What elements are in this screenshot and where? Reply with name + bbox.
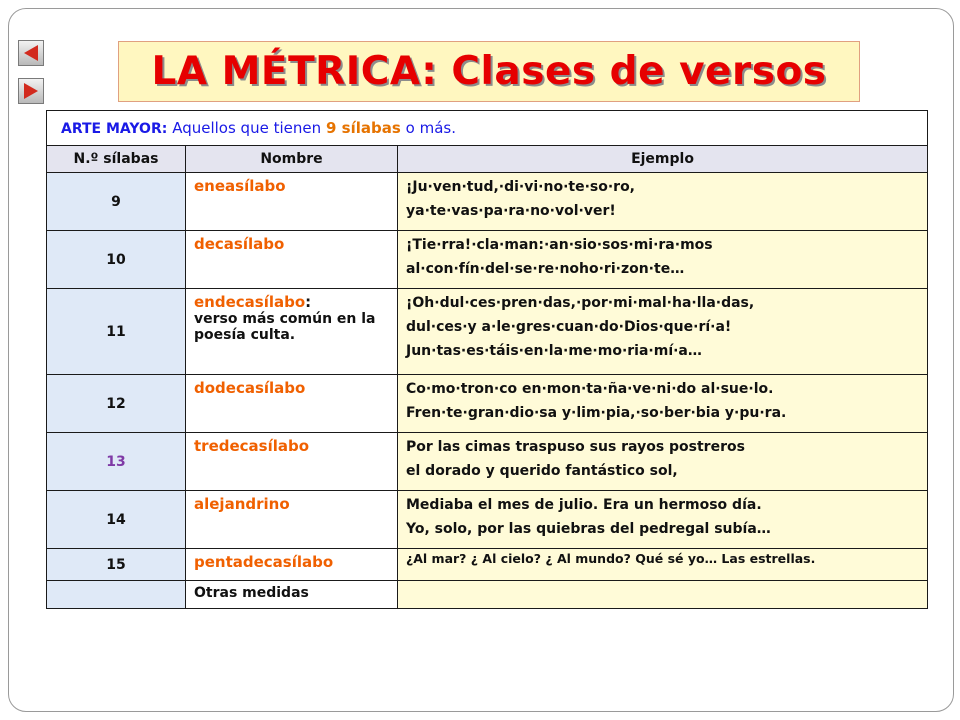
intro-number: 9 sílabas — [325, 119, 401, 137]
arrow-right-icon — [22, 82, 40, 100]
example-line: Mediaba el mes de julio. Era un hermoso día. — [406, 497, 762, 513]
verse-name: Otras medidas — [186, 581, 398, 609]
verse-name: eneasílabo — [186, 173, 398, 231]
intro-cell — [47, 111, 928, 146]
verse-name: pentadecasílabo — [186, 549, 398, 581]
example-line: Co·mo·tron·co en·mon·ta·ña·ve·ni·do al·sue·lo. — [406, 381, 774, 397]
example-line: ya·te·vas·pa·ra·no·vol·ver! — [406, 203, 616, 219]
table-row — [47, 231, 928, 289]
syllable-count: 15 — [47, 549, 186, 581]
intro-tail: o más. — [405, 119, 456, 137]
example-line: Yo, solo, por las quiebras del pedregal subía… — [406, 521, 771, 537]
example-line: Por las cimas traspuso sus rayos postreros — [406, 439, 745, 455]
intro-text: Aquellos que tienen — [172, 119, 322, 137]
example-cell — [398, 491, 928, 549]
verse-name: tredecasílabo — [186, 433, 398, 491]
prev-slide-button[interactable] — [18, 40, 44, 66]
header-example: Ejemplo — [398, 146, 928, 173]
intro-label: ARTE MAYOR: — [61, 121, 168, 137]
verse-table — [46, 110, 928, 609]
arrow-left-icon — [22, 44, 40, 62]
verse-description: verso más común en la poesía culta. — [194, 311, 376, 343]
example-line: al·con·fín·del·se·re·noho·ri·zon·te… — [406, 261, 685, 277]
verse-name: alejandrino — [186, 491, 398, 549]
verse-name: endecasílabo — [194, 293, 306, 311]
verse-name: dodecasílabo — [186, 375, 398, 433]
table-row — [47, 491, 928, 549]
example-cell — [398, 433, 928, 491]
header-row — [47, 146, 928, 173]
example-line: el dorado y querido fantástico sol, — [406, 463, 678, 479]
syllable-count: 11 — [47, 289, 186, 375]
table-row — [47, 375, 928, 433]
header-name: Nombre — [186, 146, 398, 173]
header-syllables: N.º sílabas — [47, 146, 186, 173]
table-row — [47, 549, 928, 581]
syllable-count — [47, 581, 186, 609]
slide-title: LA MÉTRICA: Clases de versos — [151, 49, 827, 94]
title-box — [118, 41, 860, 102]
example-cell — [398, 375, 928, 433]
example-cell — [398, 289, 928, 375]
example-line: Jun·tas·es·táis·en·la·me·mo·ria·mí·a… — [406, 343, 702, 359]
table-row — [47, 581, 928, 609]
example-line: ¡Ju·ven·tud,·di·vi·no·te·so·ro, — [406, 179, 636, 195]
next-slide-button[interactable] — [18, 78, 44, 104]
example-cell — [398, 231, 928, 289]
table-row — [47, 289, 928, 375]
syllable-count: 14 — [47, 491, 186, 549]
example-cell — [398, 549, 928, 581]
syllable-count: 12 — [47, 375, 186, 433]
example-line: ¿Al mar? ¿ Al cielo? ¿ Al mundo? Qué sé yo… Las estrellas. — [406, 551, 816, 566]
verse-name: decasílabo — [186, 231, 398, 289]
example-line: ¡Oh·dul·ces·pren·das,·por·mi·mal·ha·lla·das, — [406, 295, 755, 311]
verse-name-cell — [186, 289, 398, 375]
example-cell — [398, 173, 928, 231]
example-line: ¡Tie·rra!·cla·man:·an·sio·sos·mi·ra·mos — [406, 237, 713, 253]
table-row — [47, 173, 928, 231]
name-colon: : — [305, 293, 312, 311]
syllable-count: 9 — [47, 173, 186, 231]
syllable-count: 10 — [47, 231, 186, 289]
table-row — [47, 433, 928, 491]
example-line: Fren·te·gran·dio·sa y·lim·pia,·so·ber·bia y·pu·ra. — [406, 405, 787, 421]
example-cell — [398, 581, 928, 609]
syllable-count: 13 — [47, 433, 186, 491]
example-line: dul·ces·y a·le·gres·cuan·do·Dios·que·rí·a! — [406, 319, 732, 335]
